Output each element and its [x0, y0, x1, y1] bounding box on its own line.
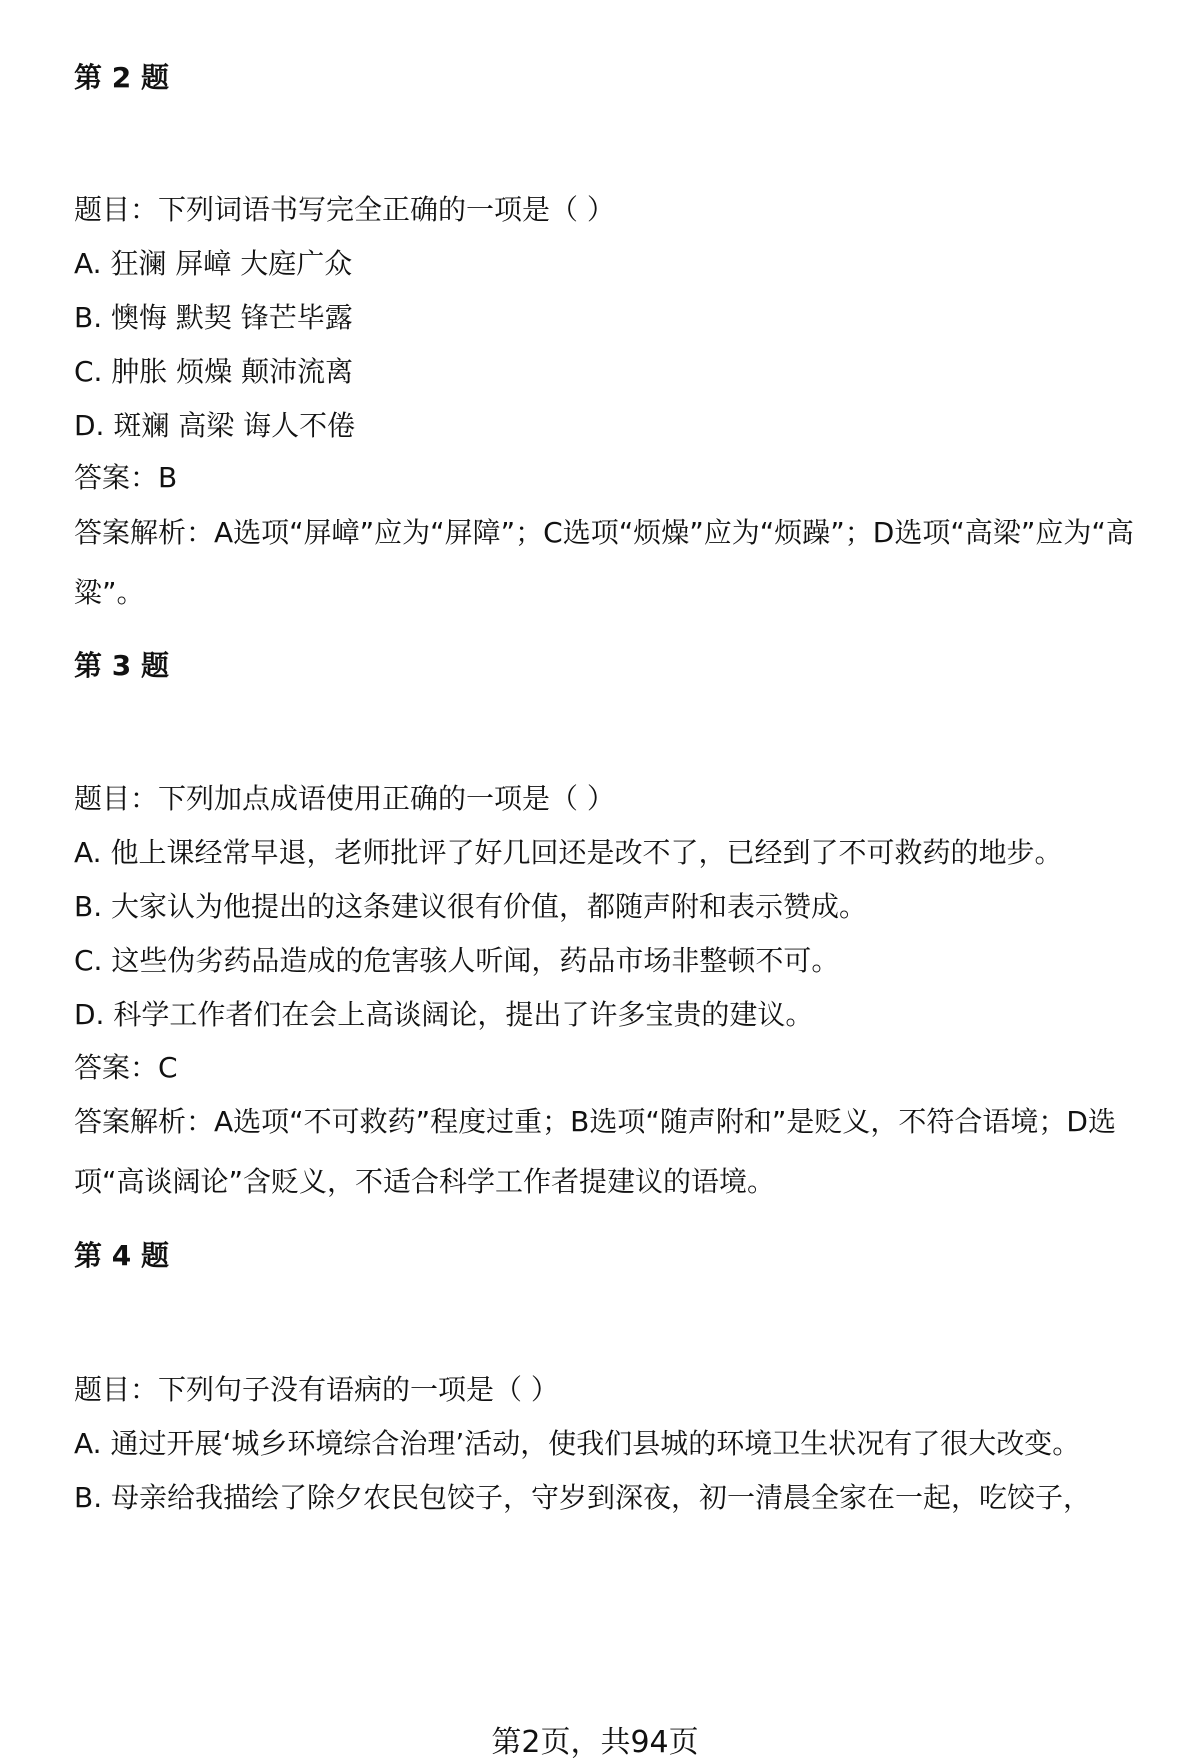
- question-3-option-c: C. 这些伪劣药品造成的危害骇人听闻，药品市场非整顿不可。: [74, 944, 840, 977]
- question-3-analysis: 答案解析：A选项“不可救药”程度过重；B选项“随声附和”是贬义，不符合语境；D选项“高谈阔论”含贬义，不适合科学工作者提建议的语境。: [74, 1105, 1116, 1198]
- question-2-stem: 题目：下列词语书写完全正确的一项是（ ）: [74, 193, 615, 226]
- page-number: 第2页，共94页: [491, 1725, 699, 1760]
- question-3-option-b: B. 大家认为他提出的这条建议很有价值，都随声附和表示赞成。: [74, 890, 868, 923]
- question-2-analysis: 答案解析：A选项“屏嶂”应为“屏障”；C选项“烦燥”应为“烦躁”；D选项“高梁”应为“高粱”。: [74, 516, 1134, 609]
- question-3-stem: 题目：下列加点成语使用正确的一项是（ ）: [74, 782, 615, 815]
- question-2-answer: 答案：B: [74, 461, 178, 494]
- question-3-heading: 第 3 题: [74, 649, 169, 682]
- question-2-option-a: A. 狂澜 屏嶂 大庭广众: [74, 247, 353, 280]
- question-4-heading: 第 4 题: [74, 1239, 169, 1272]
- question-2-option-c: C. 肿胀 烦燥 颠沛流离: [74, 355, 354, 388]
- question-2-option-d: D. 斑斓 高梁 诲人不倦: [74, 409, 356, 442]
- question-3-answer: 答案：C: [74, 1051, 178, 1084]
- question-2-heading: 第 2 题: [74, 61, 169, 94]
- question-2-option-b: B. 懊悔 默契 锋芒毕露: [74, 301, 353, 334]
- question-4-option-a: A. 通过开展‘城乡环境综合治理’活动，使我们县城的环境卫生状况有了很大改变。: [74, 1427, 1081, 1460]
- question-4-option-b: B. 母亲给我描绘了除夕农民包饺子，守岁到深夜，初一清晨全家在一起，吃饺子，: [74, 1481, 1092, 1514]
- question-4-stem: 题目：下列句子没有语病的一项是（ ）: [74, 1373, 559, 1406]
- question-3-option-a: A. 他上课经常早退，老师批评了好几回还是改不了，已经到了不可救药的地步。: [74, 836, 1063, 869]
- question-3-option-d: D. 科学工作者们在会上高谈阔论，提出了许多宝贵的建议。: [74, 998, 814, 1031]
